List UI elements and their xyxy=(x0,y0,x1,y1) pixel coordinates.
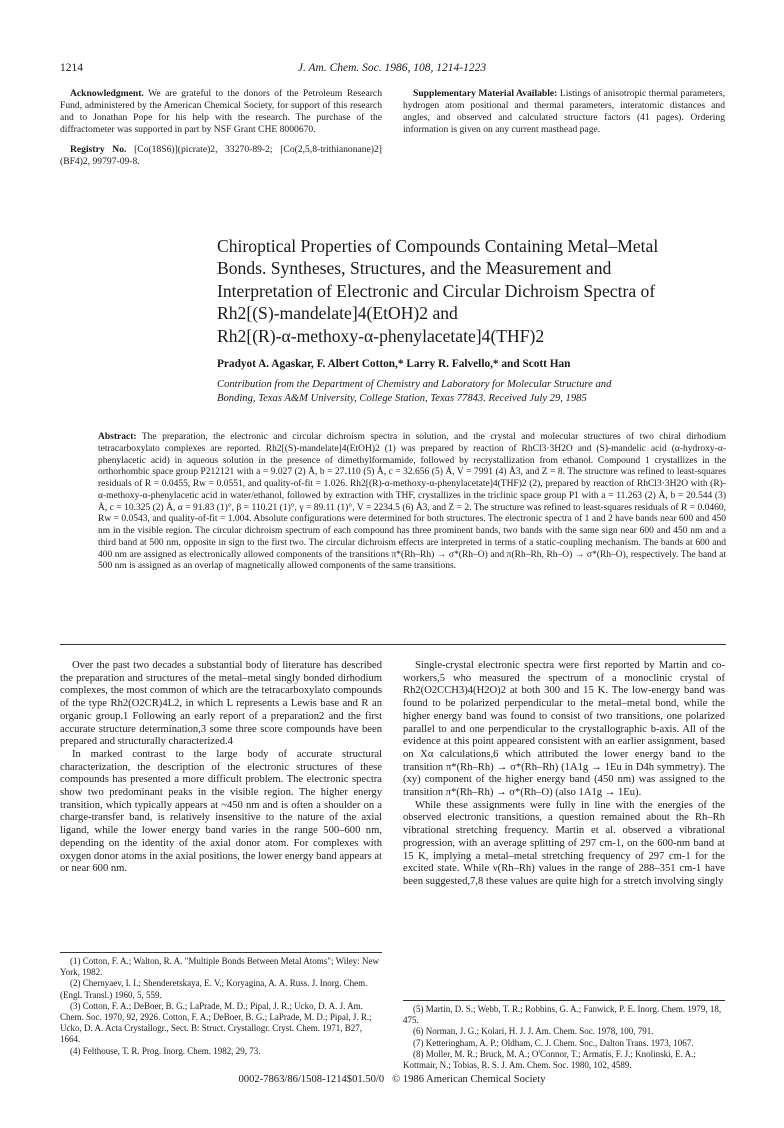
abstract-text: The preparation, the electronic and circular dichroism spectra in solution, and the crystal and molecular structures of two chiral dirhodium tetracarboxylato complexes are reported. Rh2[(S)-mandelate]4(EtOH)2 (1) was prepared by reaction of RhCl3·3H2O and (S)-mandelic acid (α-hydroxy-α-phenylacetic acid) in aqueous solution in the presence of dimethylformamide, followed by recrystallization from ethanol. Compound 1 crystallizes in the orthorhombic space group P212121 with a = 9.027 (2) Å, b = 27.110 (5) Å, c = 32.656 (5) Å, V = 7991 (4) Å3, and Z = 8. The structure was refined to least-squares residuals of R = 0.0455, Rw = 0.0551, and quality-of-fit = 1.026. Rh2[(R)-α-methoxy-α-phenylacetate]4(THF)2 (2), prepared by reaction of RhCl3·3H2O with (R)-α-methoxy-α-phenylacetic acid in water/ethanol, followed by extraction with THF, crystallizes in the triclinic space group P1 with a = 11.263 (2) Å, b = 20.544 (3) Å, c = 10.325 (2) Å, α = 91.83 (1)°, β = 110.21 (1)°, γ = 89.11 (1)°, V = 2234.5 (6) Å3, and Z = 2. The structure was refined to least-squares residuals of R = 0.0460, Rw = 0.0543, and quality-of-fit = 1.004. Absolute configurations were determined for both structures. The electronic spectra of 1 and 2 have bands near 600 and 450 nm in the visible region. The circular dichroism spectrum of each compound has three prominent bands, two bands with the same sign near 600 and 450 nm and a third band at 500 nm, opposite in sign to the first two. The circular dichroism effects are interpreted in terms of a static-coupling mechanism. The bands at 600 and 400 nm are assigned as electronically allowed components of the transitions π*(Rh–Rh) → σ*(Rh–O) and π(Rh–Rh, Rh–O) → σ*(Rh–O), respectively. The band at 500 nm is assigned as an overlap of magnetically allowed components of the same transitions. xyxy=(98,432,726,572)
page-number: 1214 xyxy=(60,62,83,74)
title-line: Rh2[(R)-α-methoxy-α-phenylacetate]4(THF)2 xyxy=(217,325,545,346)
paragraph: While these assignments were fully in line with the energies of the observed electronic transitions, a question remained about the Rh–Rh vibrational stretching frequency. Martin et al. observed a vibrational progression, with an average splitting of 297 cm-1, on the 600-nm band at 15 K, implying a metal–metal stretching frequency of 297 cm-1 for the excited state. While ν(Rh–Rh) values in the range of 288–351 cm-1 have been suggested,7,8 these values are quite high for a stretch involving singly xyxy=(403,799,725,887)
affiliation-line: Contribution from the Department of Chemistry and Laboratory for Molecular Structure and xyxy=(217,379,612,390)
footnote: (3) Cotton, F. A.; DeBoer, B. G.; LaPrade, M. D.; Pipal, J. R.; Ucko, D. A. J. Am. Chem. Soc. 1970, 92, 2926. Cotton, F. A.; DeBoer, B. G.; LaPrade, M. D.; Pipal, J. R.; Ucko, D. A. Acta Crystallogr., Sect. B: Struct. Crystallogr. Cryst. Chem. 1971, B27, 1664. xyxy=(60,1000,372,1045)
body-column-left xyxy=(60,660,382,876)
journal-citation: J. Am. Chem. Soc. 1986, 108, 1214-1223 xyxy=(297,62,487,74)
paragraph: In marked contrast to the large body of accurate structural characterization, the description of the electronic structures of these compounds has presented a more difficult problem. The electronic spectra show two predominant peaks in the visible region. The higher energy transition, which typically appears at ~450 nm and is often a shoulder on a charge-transfer band, is relatively insensitive to the nature of the axial ligand, while the lower energy band varies in the range 500–600 nm, depending on the identity of the axial donor atom. For complexes with oxygen donor atoms in the axial positions, the lower energy band appears at or near 600 nm. xyxy=(60,748,382,875)
footnotes-left xyxy=(60,956,382,1057)
footnote: (2) Chernyaev, I. I.; Shenderetskaya, E. V.; Koryagina, A. A. Russ. J. Inorg. Chem. (Engl. Transl.) 1960, 5, 559. xyxy=(60,978,368,1000)
footnote: (7) Ketteringham, A. P.; Oldham, C. J. Chem. Soc., Dalton Trans. 1973, 1067. xyxy=(413,1037,694,1048)
affiliation-line: Bonding, Texas A&M University, College Station, Texas 77843. Received July 29, 1985 xyxy=(217,393,587,404)
supp-heading: Supplementary Material Available: xyxy=(413,88,558,99)
acknowledgment xyxy=(60,88,382,167)
supplementary-material xyxy=(403,88,725,136)
abstract xyxy=(98,432,726,573)
footnote-rule-left xyxy=(60,952,382,953)
article-title xyxy=(217,235,737,347)
footnotes-right xyxy=(403,1004,725,1071)
registry-heading: Registry No. xyxy=(70,143,127,155)
title-line: Interpretation of Electronic and Circular Dichroism Spectra of xyxy=(217,280,656,301)
footnote-rule-right xyxy=(403,1000,725,1001)
footnote: (4) Felthouse, T. R. Prog. Inorg. Chem. 1982, 29, 73. xyxy=(70,1045,261,1056)
footnote: (1) Cotton, F. A.; Walton, R. A. "Multiple Bonds Between Metal Atoms"; Wiley: New York, 1982. xyxy=(60,956,379,978)
paragraph: Single-crystal electronic spectra were first reported by Martin and co-workers,5 who measured the spectrum of a monoclinic crystal of Rh2(O2CCH3)4(H2O)2 at both 300 and 15 K. The low-energy band was found to be polarized perpendicular to the metal–metal bond, while the higher energy band was found to consist of two transitions, one polarized parallel to and one perpendicular to the crystallographic b-axis. All of the evidence at this point appeared consistent with an earlier assignment, based on Xα calculations,6 which attributed the lower energy band to the transition π*(Rh–Rh) → σ*(Rh–Rh) (1A1g → 1Eu in D4h symmetry). The (xy) component of the higher energy band (450 nm) was assigned to the transition π*(Rh–Rh) → σ*(Rh–O) (also 1A1g → 1Eu). xyxy=(403,660,725,799)
page-footer: 0002-7863/86/1508-1214$01.50/0 © 1986 American Chemical Society xyxy=(238,1074,546,1085)
ack-heading: Acknowledgment. xyxy=(70,88,144,99)
body-column-right xyxy=(403,660,725,889)
footnote: (6) Norman, J. G.; Kolari, H. J. J. Am. Chem. Soc. 1978, 100, 791. xyxy=(413,1026,654,1037)
supp-text: Listings of anisotropic thermal parameters, hydrogen atom positional and thermal parameters, interatomic distances and angles, and observed and calculated structure factors (41 pages). Ordering information is given on any current masthead page. xyxy=(403,88,725,135)
registry-text: [Co(18S6)](picrate)2, 33270-89-2; [Co(2,5,8-trithianonane)2](BF4)2, 99797-09-8. xyxy=(60,143,382,167)
affiliation xyxy=(217,378,737,406)
authors: Pradyot A. Agaskar, F. Albert Cotton,* Larry R. Falvello,* and Scott Han xyxy=(217,358,571,370)
paragraph: Over the past two decades a substantial body of literature has described the preparation and structures of the metal–metal singly bonded dirhodium complexes, the most common of which are the tetracarboxylato compounds of the type Rh2(O2CR)4L2, in which L represents a Lewis base and R an organic group.1 Following an early report of a preparation2 and the first accurate structure determination,3 some three score compounds have been prepared and structurally characterized.4 xyxy=(60,660,382,748)
footnote: (5) Martin, D. S.; Webb, T. R.; Robbins, G. A.; Fanwick, P. E. Inorg. Chem. 1979, 18, 475. xyxy=(403,1004,722,1026)
title-line: Rh2[(S)-mandelate]4(EtOH)2 and xyxy=(217,303,458,324)
abstract-divider xyxy=(60,644,726,645)
ack-text: We are grateful to the donors of the Petroleum Research Fund, administered by the American Chemical Society, for support of this research and to Jonathan Pope for his help with the research. The purchase of the diffractometer was supported in part by NSF Grant CHE 8000670. xyxy=(60,88,382,135)
title-line: Chiroptical Properties of Compounds Containing Metal–Metal xyxy=(217,236,659,256)
title-line: Bonds. Syntheses, Structures, and the Measurement and xyxy=(217,258,612,279)
footnote: (8) Moller, M. R.; Bruck, M. A.; O'Connor, T.; Armatis, F. J.; Knolinski, E. A.; Kottmair, N.; Tobias, R. S. J. Am. Chem. Soc. 1980, 102, 4589. xyxy=(403,1048,696,1071)
abstract-heading: Abstract: xyxy=(98,432,137,442)
